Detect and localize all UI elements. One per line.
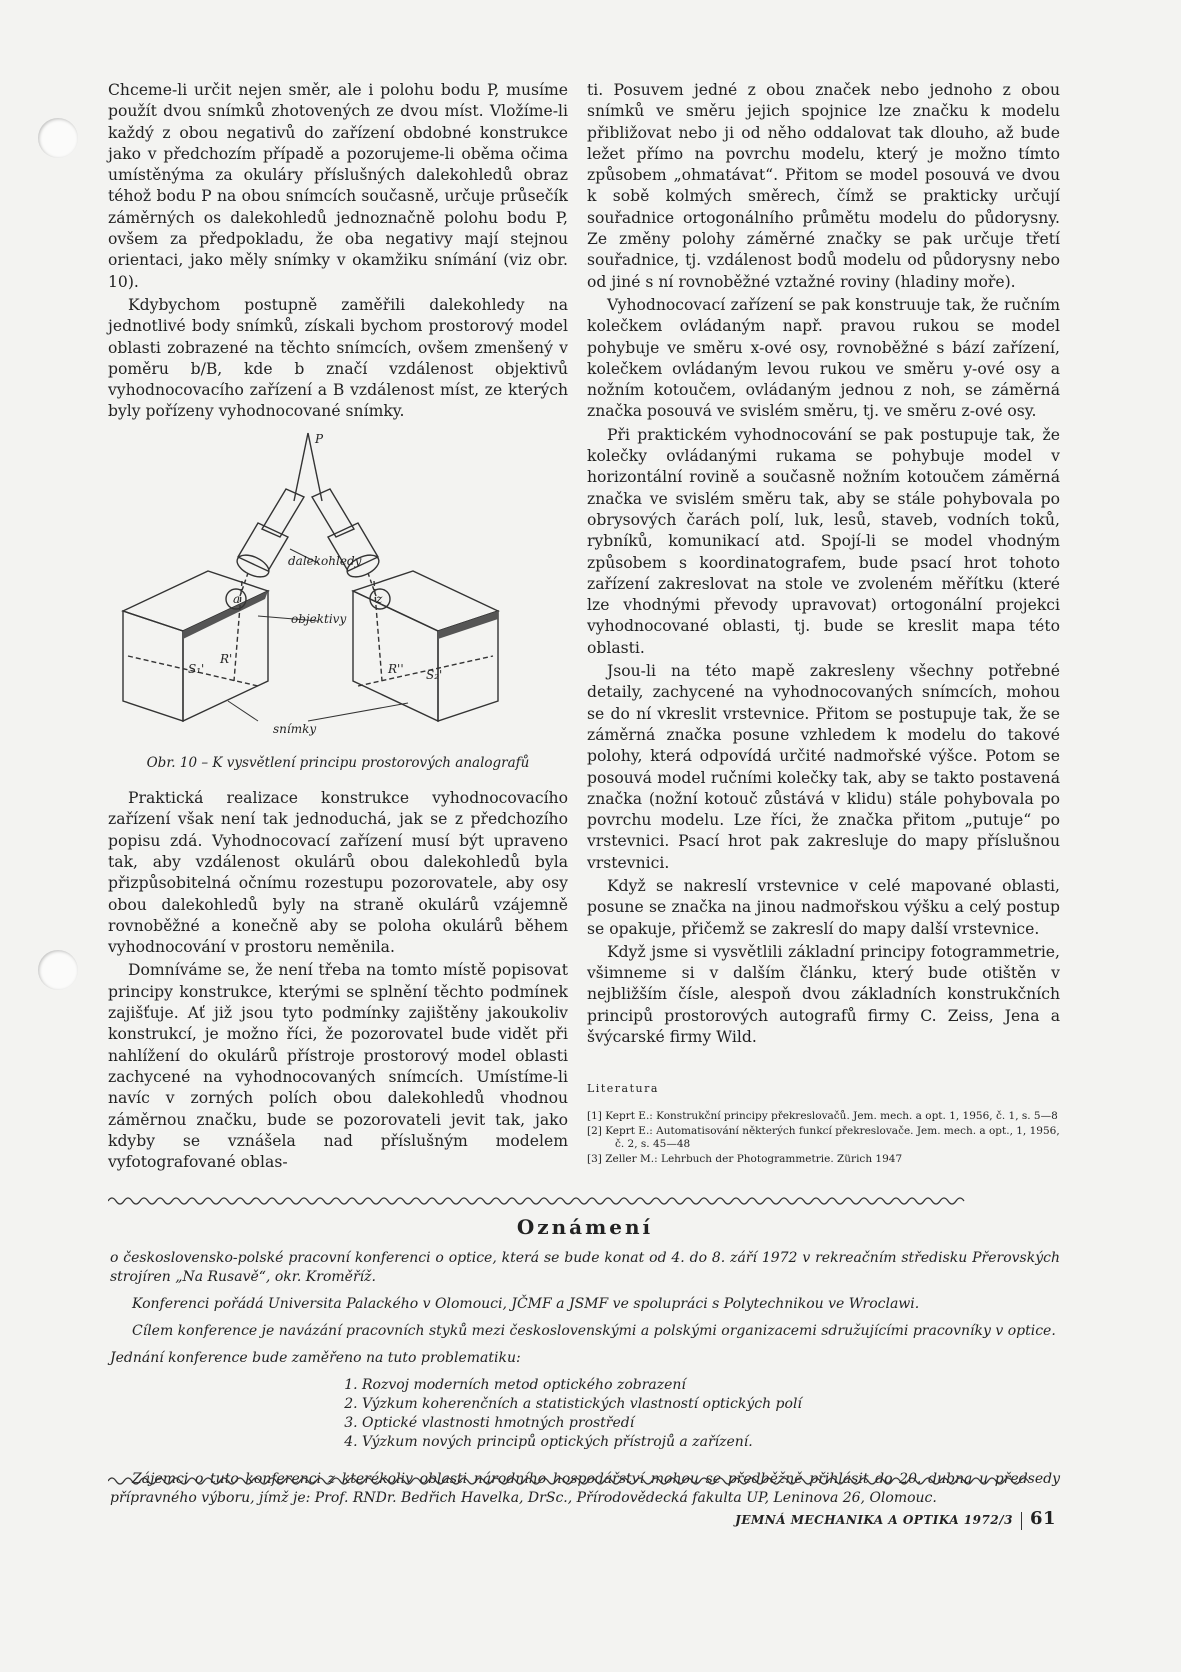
wavy-divider-top: [108, 1196, 1060, 1206]
label-snimky: snímky: [273, 721, 317, 736]
paragraph: Domníváme se, že není třeba na tomto místě popisovat principy konstrukce, kterými se splnění těchto podmínek zajišťuje. Ať již jsou tyto podmínky zajištěny jakoukoliv konstrukcí, je možno říci, že pozorovatel bude vidět při nahlížení do okulárů přístroje prostorový model oblasti zachycené na vyhodnocovaných snímcích. Umístíme-li navíc v zorných polích obou dalekohledů vhodnou záměrnou značku, bude se pozorovateli jevit tak, jako kdyby se vznášela nad příslušným modelem vyfotografované oblas-: [108, 961, 568, 1172]
paragraph: Když jsme si vysvětlili základní principy fotogrammetrie, všimneme si v dalším článku, který bude otištěn v nejbližším čísle, alespoň dvou základních konstrukčních principů prostorových autografů firmy C. Zeiss, Jena a švýcarské firmy Wild.: [587, 942, 1060, 1047]
right-photo-box: [353, 571, 498, 721]
list-item: 4. Výzkum nových principů optických přístrojů a zařízení.: [362, 1433, 1060, 1452]
paragraph: Vyhodnocovací zařízení se pak konstruuje tak, že ručním kolečkem ovládaným např. pravou rukou se model pohybuje ve směru x-ové osy, rovnoběžné s bází zařízení, kolečkem ovládaným levou rukou ve směru y-ové osy a nožním kotoučem, ovládaným jednou z noh, se záměrná značka posouvá ve svislém směru, tj. ve směru z-ové osy.: [587, 295, 1060, 421]
reference-item: [2] Keprt E.: Automatisování některých funkcí překreslovače. Jem. mech. a opt., 1, 1956, č. 2, s. 45—48: [587, 1124, 1060, 1150]
announcement: [110, 1215, 1060, 1516]
paragraph: Chceme-li určit nejen směr, ale i polohu bodu P, musíme použít dvou snímků zhotovených ze dvou míst. Vložíme-li každý z obou negativů do zařízení obdobné konstrukce jako v předchozím případě a pozorujeme-li oběma očima umístěnýma za okuláry příslušných dalekohledů obraz téhož bodu P na obou snímcích současně, určuje průsečík záměrných os dalekohledů jednoznačně polohu bodu P, ovšem za předpokladu, že oba negativy mají stejnou orientaci, jako měly snímky v okamžiku snímání (viz obr. 10).: [108, 81, 568, 291]
literature-heading: Literatura: [587, 1082, 659, 1096]
page-number: 61: [1029, 1508, 1056, 1529]
left-telescope: [234, 489, 304, 596]
label-a: a: [233, 591, 241, 606]
announcement-topics-intro: Jednání konference bude zaměřeno na tuto problematiku:: [110, 1350, 521, 1366]
announcement-organizer: Konferenci pořádá Universita Palackého v Olomouci, JČMF a JSMF ve spolupráci s Polytechnikou ve Wroclawi.: [132, 1296, 920, 1312]
list-item: 2. Výzkum koherenčních a statistických vlastností optických polí: [362, 1395, 1060, 1414]
label-dalekohledy: dalekohledy: [288, 553, 362, 568]
paragraph: Když se nakreslí vrstevnice v celé mapované oblasti, posune se značka na jinou nadmořskou výšku a celý postup se opakuje, přičemž se zakreslí do mapy další vrstevnice.: [587, 876, 1060, 938]
label-objektivy: objektivy: [291, 611, 347, 626]
reference-item: [1] Keprt E.: Konstrukční principy překreslovačů. Jem. mech. a opt. 1, 1956, č. 1, s. 5—8: [587, 1109, 1058, 1122]
left-column: [108, 80, 568, 1173]
paragraph: Jsou-li na této mapě zakresleny všechny potřebné detaily, zachycené na vyhodnocovaných snímcích, mohou se do ní vkreslit vrstevnice. Přitom se postupuje tak, že se záměrná značka posune vzhledem k modelu do takové polohy, která odpovídá určité nadmořské výšce. Potom se posouvá model ručními kolečky tak, aby se takto postavená značka (nožní kotouč zůstává v klidu) stále pohybovala po povrchu modelu. Lze říci, že značka přitom „putuje“ po vrstevnici. Psací hrot pak zakresluje do mapy příslušnou vrstevnici.: [587, 662, 1060, 872]
punch-hole-bottom: [38, 950, 78, 990]
label-r2: R'': [388, 661, 404, 676]
punch-hole-top: [38, 118, 78, 158]
label-s1: S₁': [188, 661, 205, 676]
paragraph: Praktická realizace konstrukce vyhodnocovacího zařízení však není tak jednoduchá, jak se z předchozího popisu zdá. Vyhodnocovací zařízení musí být upraveno tak, aby vzdálenost okulárů obou dalekohledů byla přizpůsobitelná očnímu rozestupu pozorovatele, aby osy obou dalekohledů byly na straně okulárů vzájemně rovnoběžné a konečně aby se poloha okulárů během vyhodnocování v prostoru neměnila.: [108, 789, 568, 957]
paragraph: Při praktickém vyhodnocování se pak postupuje tak, že kolečky ovládanými rukama se pohybuje model v horizontální rovině a současně nožním kotoučem záměrná značka ve svislém směru tak, aby se stále pohybovala po obrysových čarách polí, luk, lesů, staveb, vodních toků, rybníků, komunikací atd. Spojí-li se model vhodným způsobem s koordinatografem, bude psací hrot tohoto zařízení zakreslovat na stole ve zvoleném měřítku (které lze vhodnými převody upravovat) ortogonální projekci vyhodnocované oblasti, tj. bude se kreslit mapa této oblasti.: [587, 425, 1060, 657]
announcement-goal: Cílem konference je navázání pracovních styků mezi československými a polskými organizacemi sdružujícími pracovníky v optice.: [132, 1323, 1056, 1339]
right-telescope: [312, 489, 382, 596]
list-item: 1. Rozvoj moderních metod optického zobrazení: [362, 1376, 1060, 1395]
announcement-intro: o československo-polské pracovní konferenci o optice, která se bude konat od 4. do 8. září 1972 v rekreačním středisku Přerovských strojíren „Na Rusavě“, okr. Kroměříž.: [110, 1250, 1060, 1285]
label-r1: R': [220, 651, 233, 666]
wavy-divider-bottom: [108, 1476, 1060, 1486]
announcement-title: Oznámení: [516, 1215, 654, 1239]
paragraph: ti. Posuvem jedné z obou značek nebo jednoho z obou snímků ve směru jejich spojnice lze značku k modelu přibližovat nebo ji od něho oddalovat tak dlouho, až bude ležet přímo na povrchu modelu, který je možno tímto způsobem „ohmatávat“. Přitom se model posouvá ve dvou k sobě kolmých směrech, čímž se prakticky určují souřadnice ortogonálního průmětu modelu do půdorysny. Ze změny polohy záměrné značky se pak určuje třetí souřadnice, tj. vzdálenost bodů modelu od půdorysny nebo od jiné s ní rovnoběžné vztažné roviny (hladiny moře).: [587, 81, 1060, 291]
list-item: 3. Optické vlastnosti hmotných prostředí: [362, 1414, 1060, 1433]
announcement-contact: Zájemci o tuto konferenci z kterékoliv oblasti národního hospodářství mohou se předběžně přihlásit do 20. dubna u předsedy přípravného výboru, jímž je: Prof. RNDr. Bedřich Havelka, DrSc., Přírodovědecká fakulta UP, Leninova 26, Olomouc.: [110, 1471, 1060, 1506]
figure-10: [108, 431, 568, 774]
figure-caption: Obr. 10 – K vysvětlení principu prostorových analografů: [146, 754, 530, 771]
stereo-diagram: [108, 431, 568, 749]
label-s2: S₂': [426, 667, 443, 682]
topics-list: [340, 1376, 1060, 1452]
footer-separator: [1021, 1512, 1022, 1530]
left-photo-box: [123, 571, 268, 721]
reference-item: [3] Zeller M.: Lehrbuch der Photogrammetrie. Zürich 1947: [587, 1152, 903, 1165]
journal-name: JEMNÁ MECHANIKA A OPTIKA 1972/3: [735, 1513, 1013, 1527]
label-z: z: [376, 591, 383, 606]
page-footer: [735, 1508, 1056, 1530]
label-p: P: [315, 431, 324, 446]
right-column: [587, 80, 1060, 1168]
paragraph: Kdybychom postupně zaměřili dalekohledy na jednotlivé body snímků, získali bychom prostorový model oblasti zobrazené na těchto snímcích, ovšem zmenšený v poměru b/B, kde b značí vzdálenost objektivů vyhodnocovacího zařízení a B vzdálenost míst, ze kterých byly pořízeny vyhodnocované snímky.: [108, 295, 568, 421]
